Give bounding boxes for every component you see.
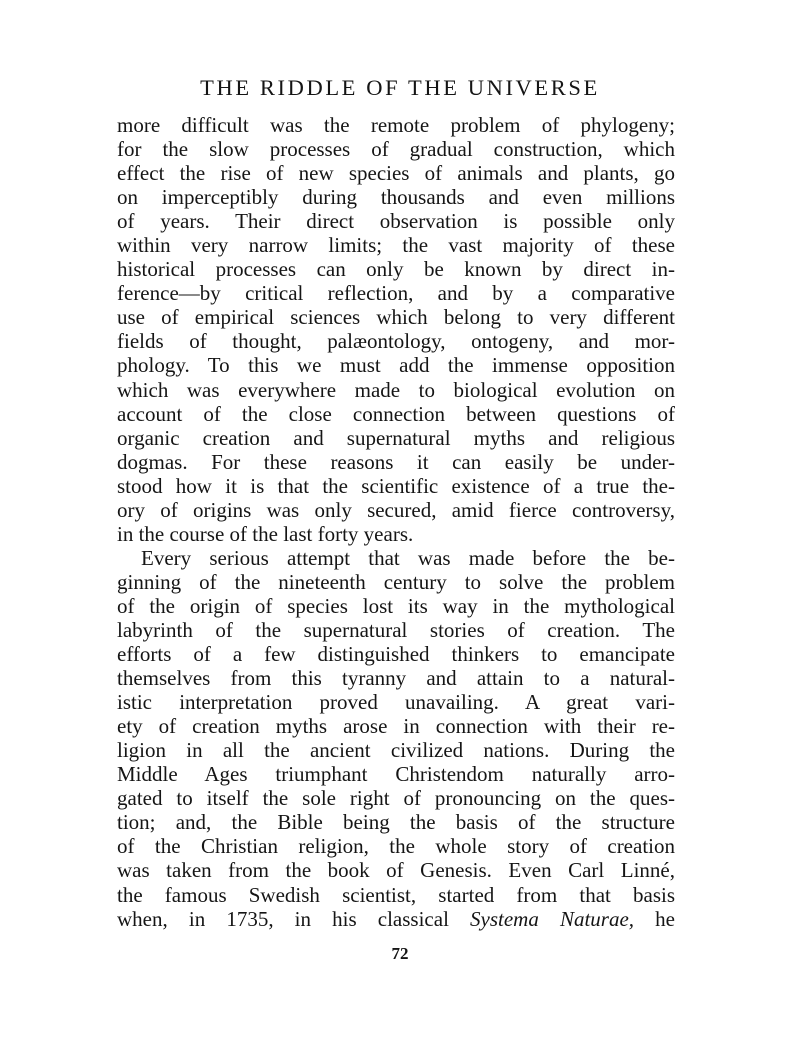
text-line: tion; and, the Bible being the basis of the structure — [117, 810, 675, 835]
text-line: for the slow processes of gradual construction, which — [117, 137, 675, 162]
text-line: in the course of the last forty years. — [117, 521, 414, 546]
text-line: labyrinth of the supernatural stories of creation. The — [117, 617, 675, 642]
text-line: use of empirical sciences which belong to very different — [117, 305, 675, 330]
text-line-final — [117, 907, 675, 931]
text-line: stood how it is that the scientific existence of a true the- — [117, 473, 675, 498]
text-line: fields of thought, palæontology, ontogeny, and mor- — [117, 329, 675, 354]
text-line: which was everywhere made to biological evolution on — [117, 377, 675, 402]
text-line: historical processes can only be known by direct in- — [117, 257, 675, 282]
text-line: ety of creation myths arose in connection with their re- — [117, 714, 675, 739]
text-line: istic interpretation proved unavailing. A great vari- — [117, 690, 675, 715]
text-line: on imperceptibly during thousands and even millions — [117, 185, 675, 210]
text-line: more difficult was the remote problem of phylogeny; — [117, 113, 675, 137]
text-line: within very narrow limits; the vast majority of these — [117, 233, 675, 258]
text-line: dogmas. For these reasons it can easily be under- — [117, 449, 675, 474]
text-line: of the origin of species lost its way in the mythological — [117, 593, 675, 618]
text-line: Middle Ages triumphant Christendom naturally arro- — [117, 762, 675, 787]
page-number: 72 — [391, 944, 409, 963]
final-line-end: he — [634, 906, 676, 931]
text-line: ginning of the nineteenth century to solve the problem — [117, 569, 675, 594]
text-line: Every serious attempt that was made before the be- — [141, 545, 675, 570]
text-line: of the Christian religion, the whole story of creation — [117, 834, 675, 859]
book-title-italic: Systema Naturae, — [470, 906, 635, 931]
text-line: of years. Their direct observation is possible only — [117, 209, 675, 234]
text-line: ory of origins was only secured, amid fierce controversy, — [117, 497, 675, 522]
text-line: account of the close connection between questions of — [117, 401, 675, 426]
text-line: ligion in all the ancient civilized nations. During the — [117, 738, 675, 763]
paragraph-1 — [117, 113, 675, 546]
text-line: the famous Swedish scientist, started from that basis — [117, 882, 675, 907]
paragraph-2 — [117, 546, 675, 931]
final-line-text: when, in 1735, in his classical — [117, 906, 471, 931]
text-line: effect the rise of new species of animals and plants, go — [117, 161, 675, 186]
text-line: efforts of a few distinguished thinkers to emancipate — [117, 642, 675, 667]
text-line: gated to itself the sole right of pronouncing on the ques- — [117, 786, 675, 811]
text-line: themselves from this tyranny and attain to a natural- — [117, 666, 675, 691]
text-line: was taken from the book of Genesis. Even Carl Linné, — [117, 858, 675, 883]
body-text — [117, 113, 675, 931]
text-line: phology. To this we must add the immense opposition — [117, 353, 675, 378]
running-head: THE RIDDLE OF THE UNIVERSE — [200, 75, 600, 100]
text-line: ference—by critical reflection, and by a comparative — [117, 281, 675, 306]
text-line: organic creation and supernatural myths and religious — [117, 425, 675, 450]
